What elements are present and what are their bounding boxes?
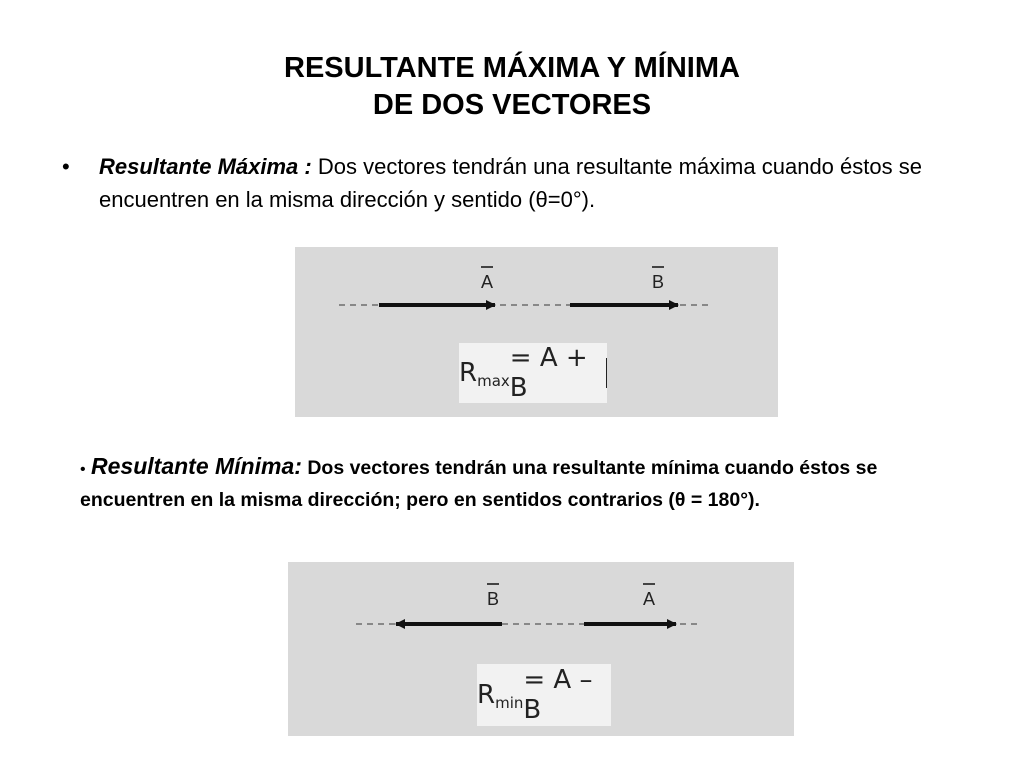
formula-r: R — [459, 358, 478, 388]
vector-a-label: A — [480, 272, 494, 292]
formula-max — [459, 343, 607, 403]
formula-min — [477, 664, 611, 726]
diagram-min-panel — [288, 562, 794, 736]
bullet-lead: Resultante Máxima : — [99, 154, 312, 179]
formula-rhs: = A – B — [523, 665, 593, 725]
formula-rhs: = A + B — [509, 343, 588, 403]
bullet-resultante-minima — [80, 451, 980, 516]
diagram-max-panel — [295, 247, 778, 417]
slide-title — [0, 50, 1024, 124]
formula-r: R — [477, 680, 496, 710]
vector-a-label: A — [642, 589, 656, 609]
bullet-text — [99, 150, 979, 216]
formula-subscript: min — [495, 694, 524, 712]
text-cursor — [606, 358, 607, 388]
bullet-marker: • — [62, 154, 70, 179]
bullet-marker: • — [80, 461, 86, 478]
bullet-body: Dos vectores tendrán una resultante máxima cuando éstos se encuentren en la misma dirección y sentido (θ=0°). — [99, 154, 922, 212]
bullet-lead: Resultante Mínima: — [91, 453, 302, 479]
formula-subscript: max — [477, 372, 510, 390]
title-line-2: DE DOS VECTORES — [372, 89, 652, 121]
vector-b-label: B — [486, 589, 500, 609]
vector-b-label: B — [651, 272, 665, 292]
bullet-body: Dos vectores tendrán una resultante mínima cuando éstos se encuentren en la misma dirección; pero en sentidos contrarios (θ = 180°). — [80, 457, 878, 511]
title-line-1: RESULTANTE MÁXIMA Y MÍNIMA — [284, 52, 740, 84]
